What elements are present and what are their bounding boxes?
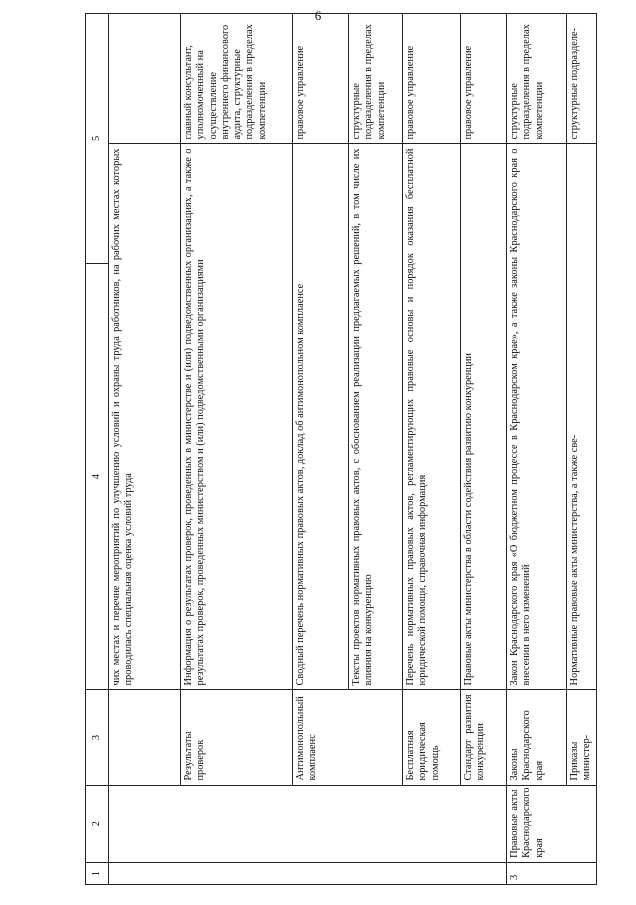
category-cell: Правовые акты Краснодарского края [507,785,597,862]
table-row [293,14,349,885]
header-cell-2: 2 [86,785,109,862]
table-row [507,14,567,885]
responsible-cell: главный консультант, уполномоченный на осуществление внутреннего финансового аудита, структурные подразделения в пределах компетенции [181,14,293,145]
responsible-cell: структурные подразделения в пределах компетенции [507,14,567,145]
responsible-cell: правовое управление [293,14,349,145]
information-table [85,13,597,885]
subcategory-cell: Антимонопольный комплаенс [293,690,403,785]
table-row [567,14,597,885]
responsible-cell: правовое управление [461,14,507,145]
subcategory-cell [109,690,181,785]
header-cell-4: 4 [86,263,109,690]
description-cell: чих местах и перечне мероприятий по улучшению условий и охраны труда работников, на рабочих местах которых проводилась специальная оценка условий труда [109,144,181,690]
subcategory-cell: Бесплатная юридическая помощь [403,690,461,785]
description-cell: Закон Краснодарского края «О бюджетном процессе в Краснодарском крае», а также законы Краснодарского края о внесении в него изменений [507,144,567,690]
responsible-cell: структурные подразделе- [567,14,597,145]
subcategory-cell: Приказы министер- [567,690,597,785]
header-row [86,14,109,885]
responsible-cell: правовое управление [403,14,461,145]
num-cell [109,862,507,884]
num-cell: 3 [507,862,597,884]
subcategory-cell: Стандарт развития конкуренции [461,690,507,785]
category-cell [109,785,507,862]
description-cell: Правовые акты министерства в области содействия развитию конкуренции [461,144,507,690]
description-cell: Информация о результатах проверок, проведенных в министерстве и (или) подведомственных организациях, а также о результатах проверок, проведенных министерством и (или) подведомственными организациями [181,144,293,690]
subcategory-cell: Законы Краснодарского края [507,690,567,785]
description-cell: Тексты проектов нормативных правовых актов, с обоснованием реализации предлагаемых решений, в том числе их влияния на конкуренцию [349,144,403,690]
rotated-table-container [85,13,593,885]
description-cell: Перечень нормативных правовых актов, регламентирующих правовые основы и порядок оказания бесплатной юридической помощи, справочная информация [403,144,461,690]
table-row [403,14,461,885]
description-cell: Нормативные правовые акты министерства, а также све- [567,144,597,690]
table-row [181,14,293,885]
header-cell-3: 3 [86,690,109,785]
page-number: 6 [314,8,322,23]
header-cell-1: 1 [86,862,109,884]
description-cell: Сводный перечень нормативных правовых актов, доклад об антимонопольном комплаенсе [293,144,349,690]
table-row [461,14,507,885]
subcategory-cell: Результаты проверок [181,690,293,785]
responsible-cell [109,14,181,145]
table-row [109,14,181,885]
responsible-cell: структурные подразделения в пределах компетенции [349,14,403,145]
header-cell-5: 5 [86,14,109,264]
